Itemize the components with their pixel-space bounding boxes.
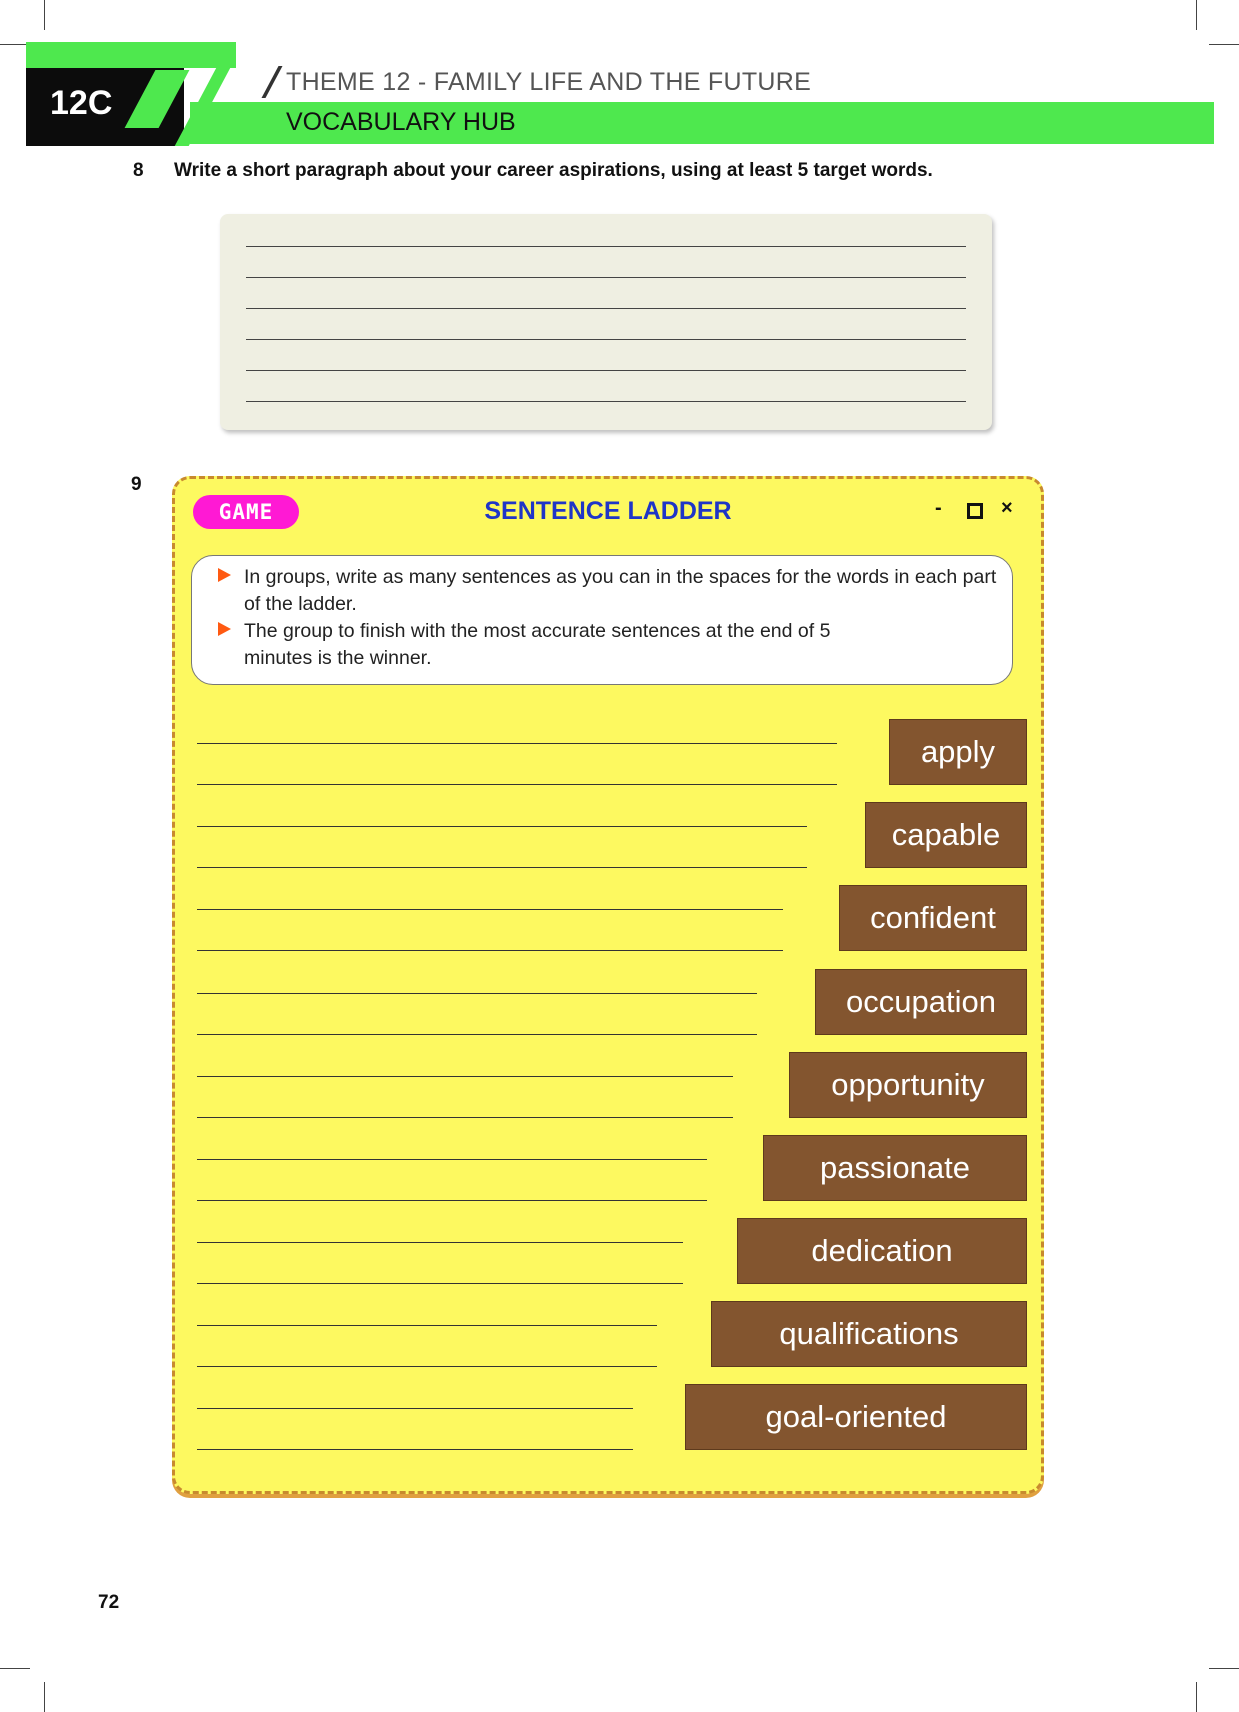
minimize-icon[interactable]: - — [935, 497, 942, 519]
rule-text: The group to finish with the most accurate sentences at the end of 5 minutes is the winner. — [244, 620, 831, 669]
answer-line[interactable] — [197, 950, 783, 951]
word-box: opportunity — [789, 1052, 1027, 1118]
answer-line[interactable] — [197, 1076, 733, 1077]
answer-line[interactable] — [197, 1449, 633, 1450]
writing-line[interactable] — [246, 370, 966, 371]
bullet-arrow-icon — [218, 568, 231, 582]
answer-line[interactable] — [197, 993, 757, 994]
rule-item — [218, 564, 998, 618]
writing-line[interactable] — [246, 339, 966, 340]
exercise-number: 9 — [131, 474, 142, 495]
writing-line[interactable] — [246, 308, 966, 309]
answer-line[interactable] — [197, 1242, 683, 1243]
crop-mark — [1209, 44, 1239, 45]
word-box: capable — [865, 802, 1027, 868]
game-panel — [172, 476, 1044, 1494]
crop-mark — [1209, 1668, 1239, 1669]
answer-line[interactable] — [197, 1325, 657, 1326]
page-number: 72 — [98, 1592, 120, 1613]
answer-line[interactable] — [197, 743, 837, 744]
exercise-number: 8 — [133, 160, 144, 181]
word-box: occupation — [815, 969, 1027, 1035]
answer-line[interactable] — [197, 909, 783, 910]
answer-line[interactable] — [197, 784, 837, 785]
crop-mark — [44, 1682, 45, 1712]
crop-mark — [0, 1668, 30, 1669]
section-title: VOCABULARY HUB — [286, 108, 516, 136]
unit-badge: 12C — [50, 84, 113, 122]
word-box: goal-oriented — [685, 1384, 1027, 1450]
close-icon[interactable]: × — [1001, 497, 1013, 519]
answer-line[interactable] — [197, 1200, 707, 1201]
game-title: SENTENCE LADDER — [484, 497, 732, 525]
rule-item — [218, 618, 848, 672]
bullet-arrow-icon — [218, 622, 231, 636]
answer-line[interactable] — [197, 1034, 757, 1035]
writing-line[interactable] — [246, 277, 966, 278]
word-box: confident — [839, 885, 1027, 951]
answer-line[interactable] — [197, 1408, 633, 1409]
word-box: dedication — [737, 1218, 1027, 1284]
theme-title: THEME 12 - FAMILY LIFE AND THE FUTURE — [286, 68, 812, 96]
exercise-instruction: Write a short paragraph about your career aspirations, using at least 5 target words. — [174, 160, 933, 181]
word-box: qualifications — [711, 1301, 1027, 1367]
answer-line[interactable] — [197, 1117, 733, 1118]
writing-line[interactable] — [246, 401, 966, 402]
crop-mark — [44, 0, 45, 30]
maximize-icon[interactable] — [967, 503, 983, 519]
rule-text: In groups, write as many sentences as you can in the spaces for the words in each part of the ladder. — [244, 566, 997, 615]
word-box: passionate — [763, 1135, 1027, 1201]
writing-area[interactable] — [220, 214, 992, 430]
answer-line[interactable] — [197, 1283, 683, 1284]
rules-box — [191, 555, 1013, 685]
header-divider — [261, 66, 282, 98]
answer-line[interactable] — [197, 1366, 657, 1367]
crop-mark — [1196, 0, 1197, 30]
writing-line[interactable] — [246, 246, 966, 247]
answer-line[interactable] — [197, 867, 807, 868]
word-box: apply — [889, 719, 1027, 785]
answer-line[interactable] — [197, 826, 807, 827]
header-green-block — [26, 42, 236, 68]
answer-line[interactable] — [197, 1159, 707, 1160]
game-badge: GAME — [193, 495, 299, 529]
crop-mark — [1196, 1682, 1197, 1712]
